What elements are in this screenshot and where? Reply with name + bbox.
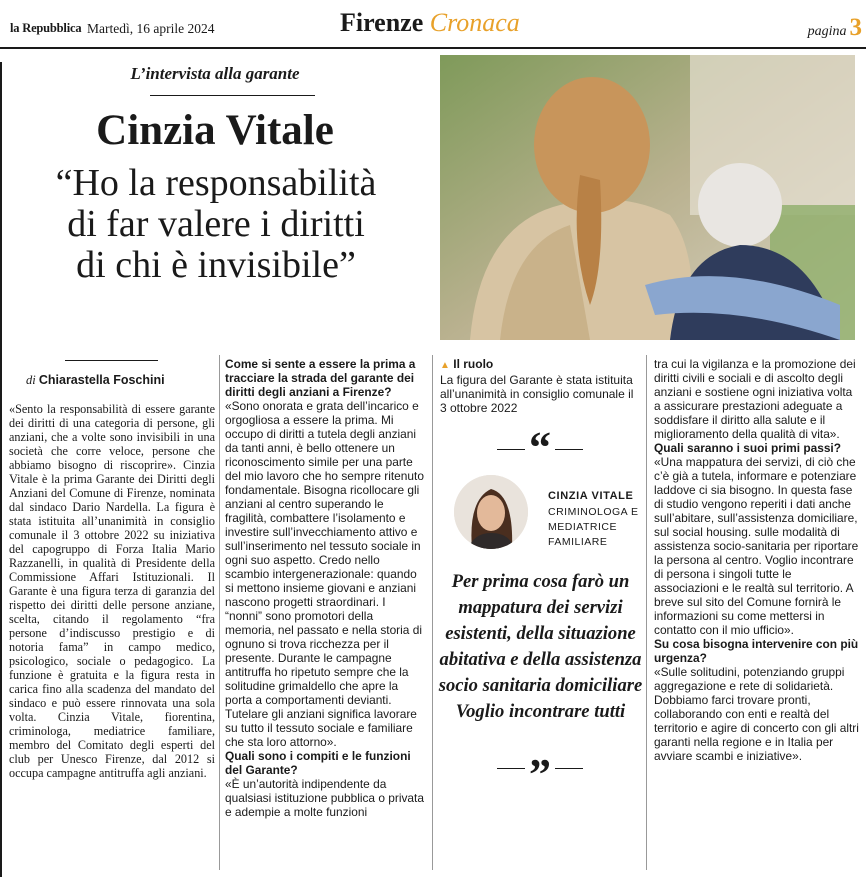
article-column-2 [225,357,425,819]
interview-question: Quali sono i compiti e le funzioni del Garante? [225,749,411,777]
newspaper-logo: la Repubblica [10,21,82,35]
headline-line: “Ho la responsabilità [55,162,377,204]
page-label: pagina [807,24,847,39]
article-column-1: «Sento la responsabilità di essere garante dei diritti di una categoria di persone, gli anziani, che a volte sono invisibili in una società che corre veloce, persone che abbiamo bisogno di riscoprire». Cinzia Vitale è la prima Garante dei Diritti degli Anziani del Comune di Firenze, nominata dal sindaco Dario Nardella. La figura è stata istituita all’unanimità in consiglio comunale il 3 ottobre 2022 su iniziativa del capogruppo di Forza Italia Mario Razzanelli, in qualità di Presidente della Commissione Affari Istituzionali. Il Garante è una figura terza di garanzia del rispetto dei diritti delle persone anziane, scelta, citando il regolamento “fra persone d’indiscusso prestigio e di notoria fama” in campo medico, psicologico, sociale o pedagogico. La funzione è gratuita e la figura resta in carica fino alla scadenza del mandato del sindaco e può essere rinnovata una sola volta. Cinzia Vitale, fiorentina, criminologa, mediatrice familiare, membro del Comitato degli esperti del club per Unesco Firenze, dal 2012 si occupa campagne antitruffa agli anziani. [9,402,215,780]
left-border [0,62,2,877]
interview-answer: «Sono onorata e grata dell’incarico e orgogliosa a essere la prima. Mi occupo di diritti a tutela degli anziani da tanti anni, è bello ottenere un riconoscimento simile per una parte del mio lavoro che ho sempre ritenuto fondamentale. Bisogna ricollocare gli anziani al centro superando le fragilità, combattere l’isolamento e investire sull’invecchiamento attivo e sull’inserimento nel tessuto sociale in ogni suo aspetto. Credo nello scambio intergenerazionale: quando si mettono insieme giovani e anziani nascono progetti straordinari. I “nonni” sono promotori della memoria, nel passato e nella storia di ognuno si trova ricchezza per il presente. Durante le campagne antitruffa ho ripetuto sempre che la solitudine grimaldello che apre la porta a comportamenti devianti. Tutelare gli anziani significa lavorare su tutto il tessuto sociale e familiare che sta loro attorno». [225,399,424,749]
profile-name: CINZIA VITALE [548,490,634,502]
city-label: Firenze [340,8,424,37]
article-headline-name: Cinzia Vitale [96,107,334,154]
section-label: Cronaca [429,8,520,37]
profile-role: CRIMINOLOGA E MEDIATRICE FAMILIARE [548,506,639,548]
avatar [454,475,528,549]
headline-line: di far valere i diritti [67,203,365,245]
pull-quote: Per prima cosa farò un mappatura dei servizi esistenti, della situazione abitativa e della assistenza socio sanitaria domiciliare Voglio incontrare tutti [438,571,643,722]
issue-date: Martedì, 16 aprile 2024 [87,21,215,36]
interview-answer: tra cui la vigilanza e la promozione dei diritti civili e sociali e di ascolto degli anziani e sostiene ogni iniziativa volta a assicurare prestazioni adeguate a soddisfare il diritto alla salute e il miglioramento della qualità di vita». [654,357,856,441]
quote-rule [555,768,583,769]
interview-question: Quali saranno i suoi primi passi? [654,441,841,455]
page-number: 3 [849,14,862,41]
headline-line: di chi è invisibile” [76,244,356,286]
caption-text: La figura del Garante è stata istituita all’unanimità in consiglio comunale il 3 ottobre 2022 [440,373,634,415]
byline-author: Chiarastella Foschini [38,373,165,387]
quote-rule [555,449,583,450]
column-divider [432,355,433,870]
close-quote-icon: ” [529,750,551,799]
column-divider [646,355,647,870]
interview-answer: «Una mappatura dei servizi, di ciò che c’è già a tutela, informare e potenziare laddove ci sia bisogno. In questa fase di studio vengono reperiti i dati anche sull’abitare, sull’assistenza domiciliare, sul social housing. sulle modalità di assistenza socio-sanitaria per riportare la persona al centro. Voglio incontrare di persona i singoli tutte le associazioni e le realtà sul territorio. A breve sul sito del Comune fornirà le informazioni su come mettersi in contatto con il mio ufficio». [654,455,859,637]
interview-answer: «Sulle solitudini, potenziando gruppi aggregazione e rete di solidarietà. Dobbiamo farci trovare pronti, collaborando con enti e realtà del territorio e agire di concerto con gli altri garanti nella regione e in Italia per avviare scambi e iniziative». [654,665,859,763]
interview-question: Su cosa bisogna intervenire con più urgenza? [654,637,859,665]
byline-divider [65,360,158,361]
column-divider [219,355,220,870]
article-kicker: L’intervista alla garante [130,64,300,83]
portrait-icon [454,475,528,549]
article-photo [440,55,855,340]
byline-prefix: di [26,373,36,387]
article-headline-quote [16,163,416,286]
photo-caption [440,357,640,415]
open-quote-icon: “ [529,423,551,472]
page-indicator [808,14,862,42]
triangle-icon: ▲ [440,360,450,371]
byline [26,373,165,388]
article-column-4 [654,357,859,763]
interview-answer: «È un’autorità indipendente da qualsiasi istituzione pubblica o privata e adempie a molte funzioni [225,777,424,819]
kicker-divider [150,95,315,96]
caption-label: Il ruolo [453,357,494,371]
interview-question: Come si sente a essere la prima a tracciare la strada del garante dei diritti degli anziani a Firenze? [225,357,416,399]
section-title [340,8,520,38]
header-divider [0,47,866,49]
elderly-care-illustration [440,55,855,340]
